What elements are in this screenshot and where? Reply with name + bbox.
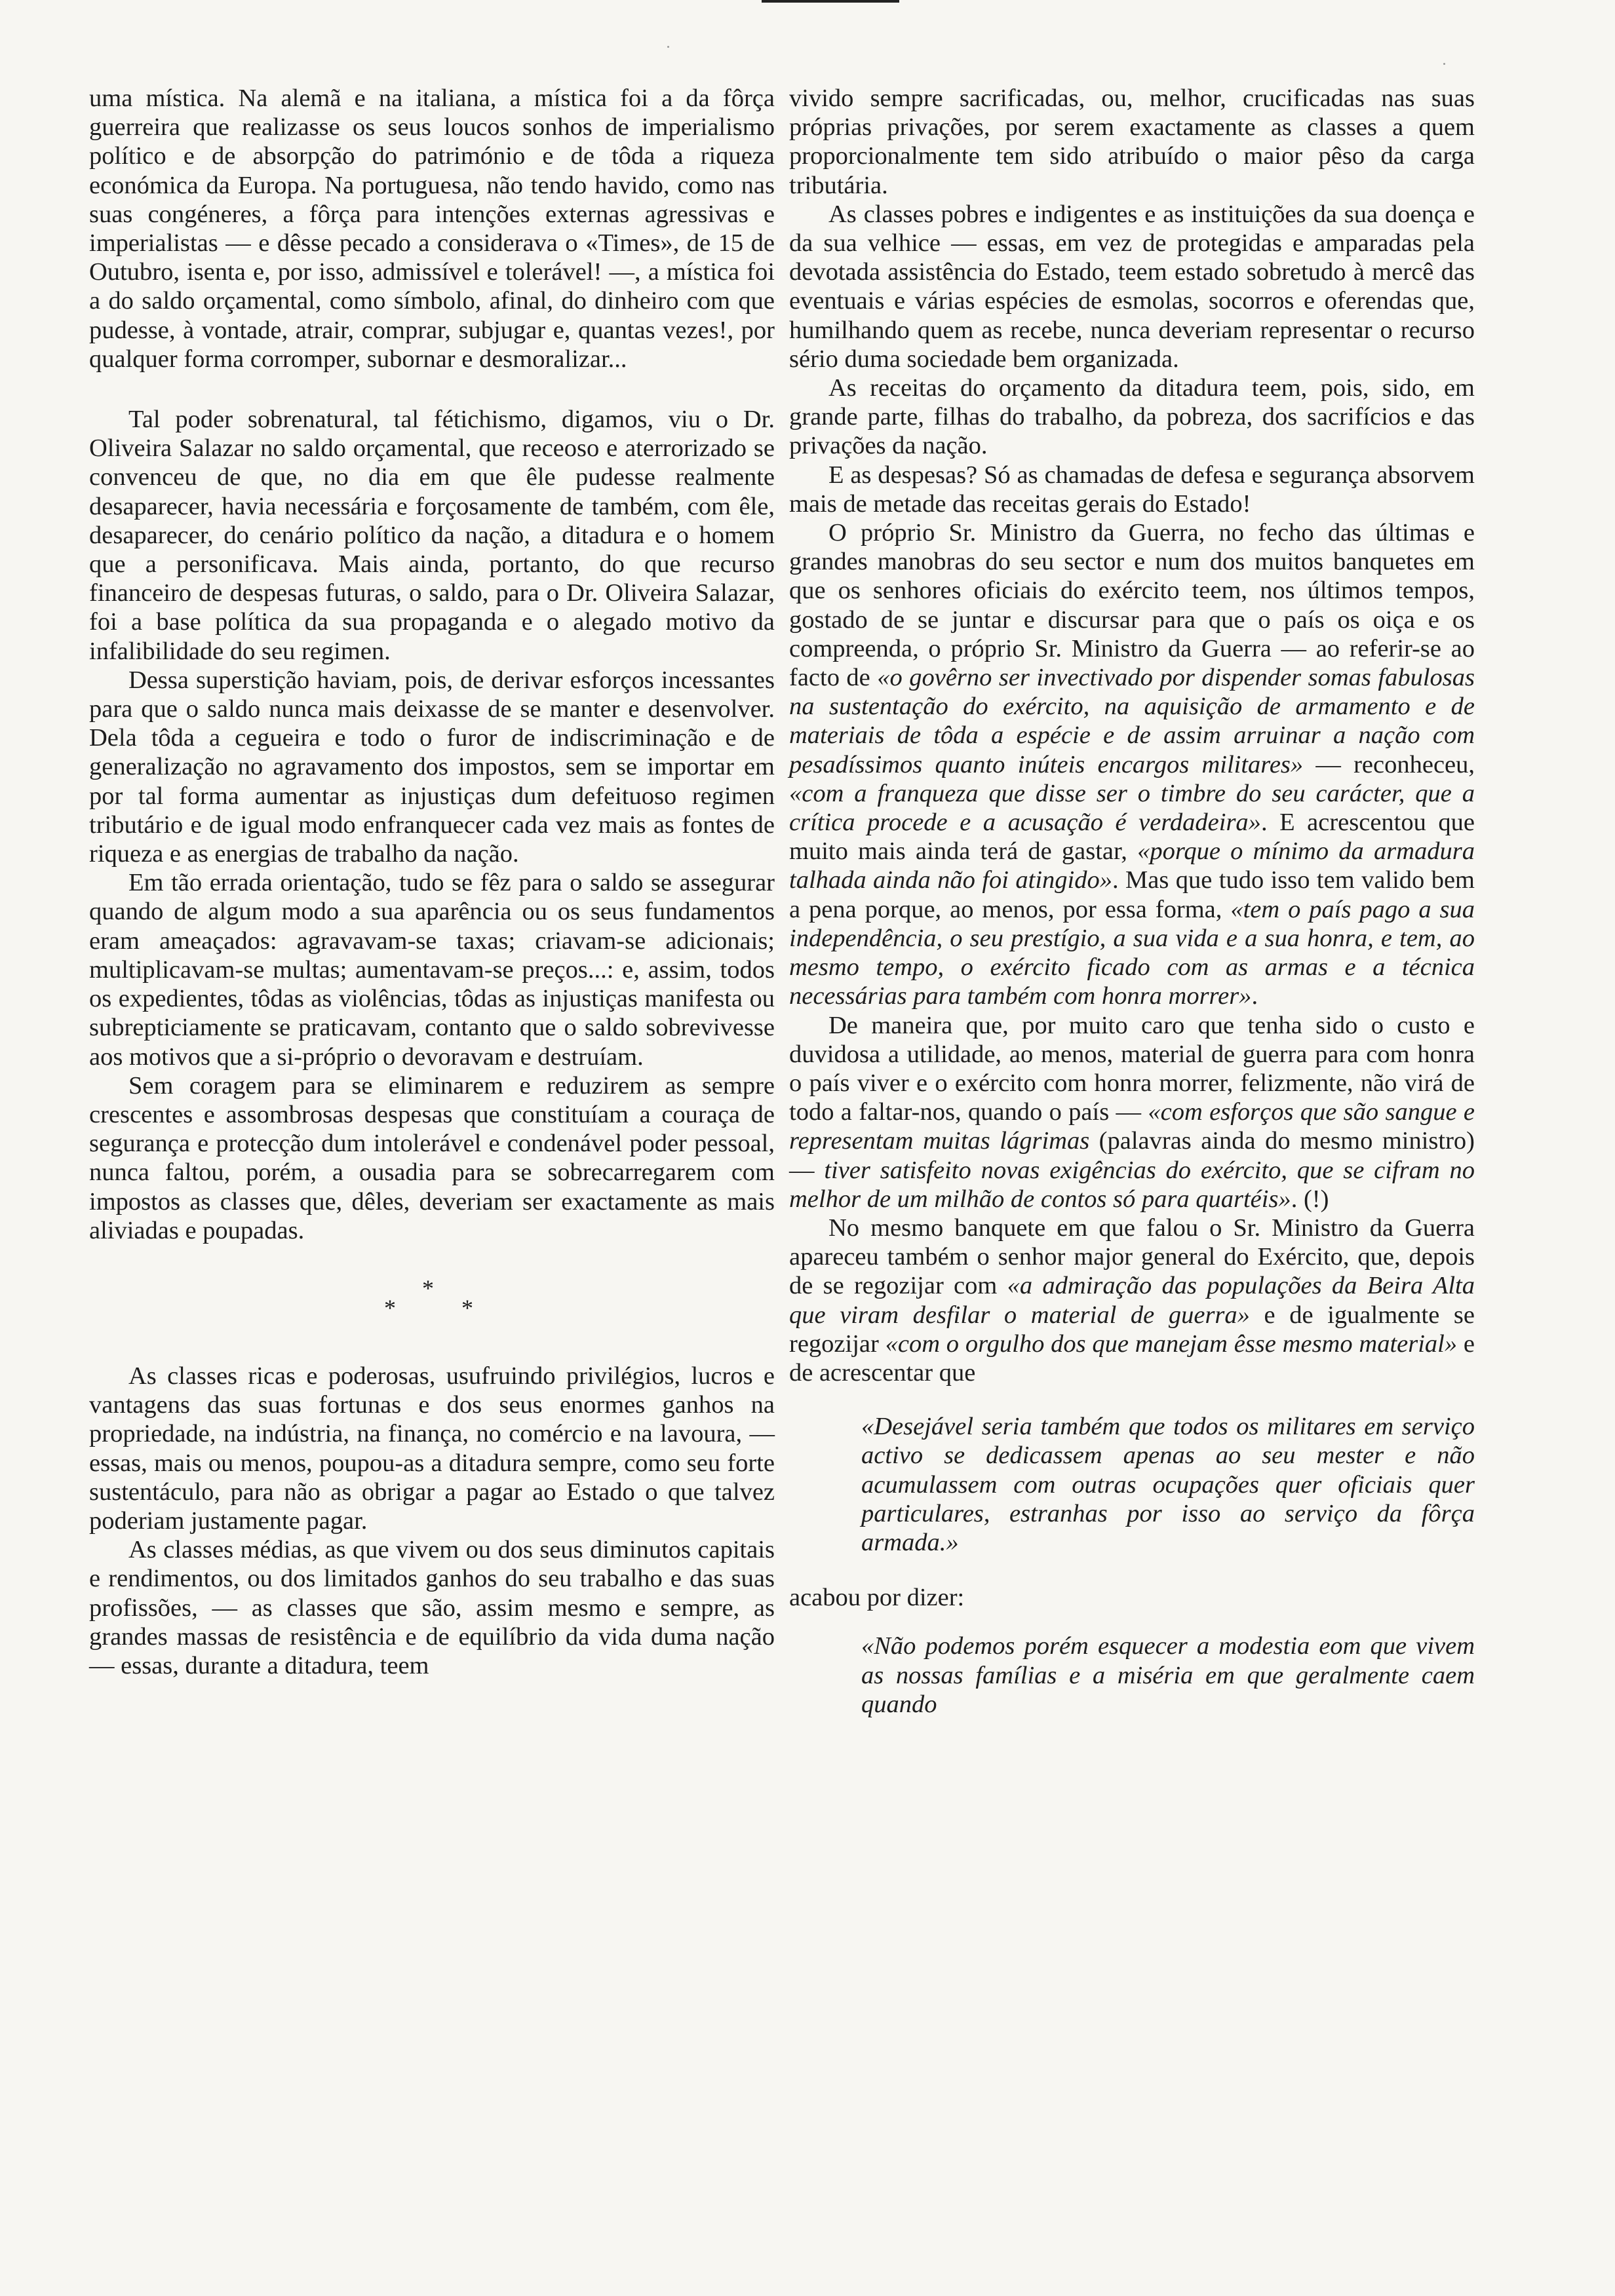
text-run: — reconheceu,: [1303, 750, 1475, 778]
paragraph: As classes médias, as que vivem ou dos seus diminutos capitais e rendimentos, ou dos limitados ganhos do seu trabalho e das suas profissões, — as classes que são, assim mesmo e sempre, as grandes massas de resistência e de equilíbrio da vida duma nação — essas, durante a ditadura, teem: [89, 1536, 775, 1679]
text-run: . E acrescentou que muito mais ainda terá de gastar,: [789, 809, 1475, 866]
left-column: [89, 84, 775, 1680]
text-run: e de igualmente se regozijar: [789, 1301, 1475, 1358]
quoted-text: «com a franqueza que disse ser o timbre do seu carácter, que a crítica procede e a acusação é verdadeira»: [789, 779, 1475, 837]
section-separator: [89, 1276, 775, 1322]
paragraph: E as despesas? Só as chamadas de defesa e segurança absorvem mais de metade das receitas gerais do Estado!: [789, 461, 1475, 518]
paragraph: vivido sempre sacrificadas, ou, melhor, crucificadas nas suas próprias privações, por serem exactamente as classes a quem proporcionalmente tem sido atribuído o maior pêso da carga tributária.: [789, 85, 1475, 199]
text-run: . (!): [1291, 1185, 1329, 1213]
paragraph: As classes ricas e poderosas, usufruindo privilégios, lucros e vantagens das suas fortunas e dos seus enormes ganhos na propriedade, na indústria, na finança, no comércio e na lavoura, — essas, mais ou menos, poupou-as a ditadura sempre, como seu forte sustentáculo, para não as obrigar a pagar ao Estado o que talvez poderiam justamente pagar.: [89, 1362, 775, 1535]
paragraph: Em tão errada orientação, tudo se fêz para o saldo se assegurar quando de algum modo a sua aparência ou os seus fundamentos eram ameaçados: agravavam-se taxas; criavam-se adicionais; multiplicavam-se multas; aumentavam-se preços...: e, assim, todos os expedientes, tôdas as violências, tôdas as injustiças manifesta ou subrepticiamente se praticavam, contanto que o saldo sobrevivesse aos motivos que a si-próprio o devoravam e destruíam.: [89, 869, 775, 1071]
quoted-text: tiver satisfeito novas exigências do exército, que se cifram no melhor de um milhão de contos só para quartéis»: [789, 1156, 1475, 1213]
paragraph: [789, 1011, 1475, 1214]
quoted-text: «com esforços que são sangue e representam muitas lágrimas: [789, 1098, 1475, 1155]
text-run: No mesmo banquete em que falou o Sr. Ministro da Guerra apareceu também o senhor major general do Exército, que, depois de se regozijar com: [789, 1214, 1475, 1300]
paragraph: [789, 1214, 1475, 1387]
quoted-text: «a admiração das populações da Beira Alta que viram desfilar o material de guerra»: [789, 1272, 1475, 1329]
paragraph: As receitas do orçamento da ditadura teem, pois, sido, em grande parte, filhas do trabalho, da pobreza, dos sacrifícios e das privações da nação.: [789, 374, 1475, 460]
asterisk: *: [422, 1274, 434, 1301]
text-run: (palavras ainda do mesmo ministro) —: [789, 1127, 1475, 1184]
print-speck: [667, 46, 669, 48]
text-run: e de acrescentar que: [789, 1330, 1475, 1387]
text-run: O próprio Sr. Ministro da Guerra, no fecho das últimas e grandes manobras do seu sector e num dos muitos banquetes em que os senhores oficiais do exército teem, nos últimos tempos, gostado de se juntar e discursar para que o país os oiça e os compreenda, o próprio Sr. Ministro da Guerra — ao referir-se ao facto de: [789, 519, 1475, 692]
text-run: .: [1251, 982, 1258, 1010]
quoted-text: «com o orgulho dos que manejam êsse mesmo material»: [885, 1330, 1458, 1358]
paragraph: acabou por dizer:: [789, 1584, 965, 1612]
text-run: De maneira que, por muito caro que tenha sido o custo e duvidosa a utilidade, ao menos, material de guerra para com honra o país viver e o exército com honra morrer, felizmente, não virá de todo a faltar-nos, quando o país —: [789, 1011, 1475, 1126]
quoted-text: «o govêrno ser invectivado por dispender somas fabulosas na sustentação do exército, na aquisição de armamento e de materiais de tôda a espécie e de assim arruinar a nação com pesadíssimos quanto inúteis encargos militares»: [789, 664, 1475, 778]
paragraph: Dessa superstição haviam, pois, de derivar esforços incessantes para que o saldo nunca mais deixasse de se manter e desenvolver. Dela tôda a cegueira e todo o furor de indiscriminação e de generalização no agravamento dos impostos, sem se importar em por tal forma aumentar as injustiças dum defeituoso regimen tributário e de igual modo enfranquecer cada vez mais as fontes de riqueza e as energias de trabalho da nação.: [89, 666, 775, 868]
asterisk: *: [384, 1294, 396, 1321]
quoted-text: «porque o mínimo da armadura talhada ainda não foi atingido»: [789, 837, 1475, 894]
block-quote: «Desejável seria também que todos os militares em serviço activo se dedicassem apenas ao seu mester e não acumulassem com outras ocupações quer oficiais quer particulares, estranhas por isso ao serviço da fôrça armada.»: [861, 1413, 1475, 1556]
top-rule: [762, 0, 899, 3]
paragraph: [789, 518, 1475, 1010]
right-column: [789, 84, 1475, 1719]
quoted-text: «tem o país pago a sua independência, o seu prestígio, a sua vida e a sua honra, e tem, ao mesmo tempo, o exército ficado com as armas e a técnica necessárias para também com honra morrer»: [789, 895, 1475, 1010]
paragraph: Tal poder sobrenatural, tal fétichismo, digamos, viu o Dr. Oliveira Salazar no saldo orçamental, que receoso e aterrorizado se convenceu de que, no dia em que êle pudesse realmente desaparecer, havia necessária e forçosamente de também, com êle, desaparecer, do cenário político da nação, a ditadura e o homem que a personificava. Mais ainda, portanto, do que recurso financeiro de despesas futuras, o saldo, para o Dr. Oliveira Salazar, foi a base política da sua propaganda e o alegado motivo da infalibilidade do seu regimen.: [89, 406, 775, 665]
paragraph: As classes pobres e indigentes e as instituições da sua doença e da sua velhice — essas, em vez de protegidas e amparadas pela devotada assistência do Estado, teem estado sobretudo à mercê das eventuais e várias espécies de esmolas, socorros e oferendas que, humilhando quem as recebe, nunca deveriam representar o recurso sério duma sociedade bem organizada.: [789, 200, 1475, 373]
asterisk: *: [461, 1294, 473, 1321]
print-speck: [1443, 63, 1445, 65]
paragraph: uma mística. Na alemã e na italiana, a mística foi a da fôrça guerreira que realizasse os seus loucos sonhos de imperialismo político e de absorpção do património e de tôda a riqueza económica da Europa. Na portuguesa, não tendo havido, como nas suas congéneres, a fôrça para intenções externas agressivas e imperialistas — e dêsse pecado a considerava o «Times», de 15 de Outubro, isenta e, por isso, admissível e tolerável! —, a mística foi a do saldo orçamental, como símbolo, afinal, do dinheiro com que pudesse, à vontade, atrair, comprar, subjugar e, quantas vezes!, por qualquer forma corromper, subornar e desmoralizar...: [89, 85, 775, 373]
paragraph: Sem coragem para se eliminarem e reduzirem as sempre crescentes e assombrosas despesas que constituíam a couraça de segurança e protecção dum intolerável e condenável poder pessoal, nunca faltou, porém, a ousadia para se sobrecarregarem com impostos as classes que, dêles, deveriam ser exactamente as mais aliviadas e poupadas.: [89, 1071, 775, 1244]
block-quote: «Não podemos porém esquecer a modestia eom que vivem as nossas famílias e a miséria em que geralmente caem quando: [861, 1632, 1475, 1718]
text-run: . Mas que tudo isso tem valido bem a pena porque, ao menos, por essa forma,: [789, 866, 1475, 923]
